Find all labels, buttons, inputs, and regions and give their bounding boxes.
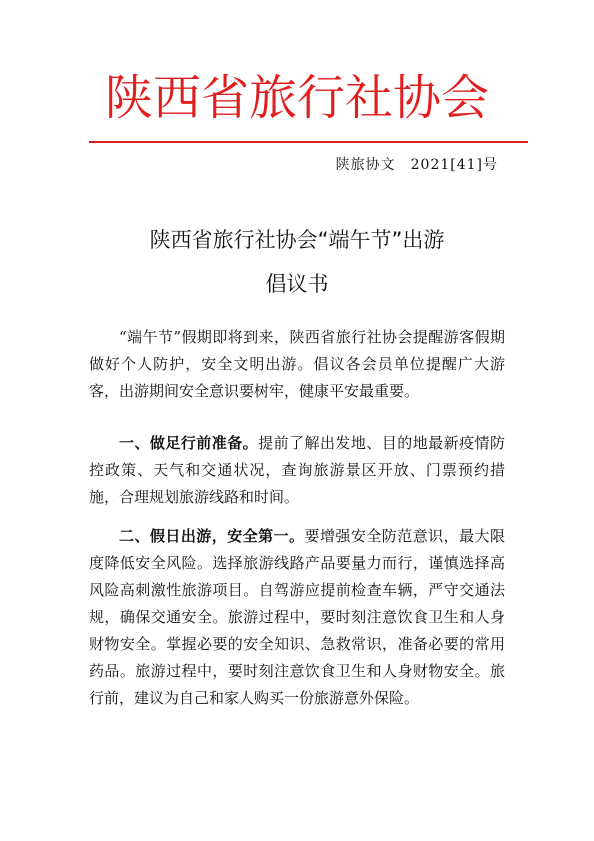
item-1-text: 提前了解出发地、目的地最新疫情防控政策、天气和交通状况，查询旅游景区开放、门票预约措施，合理规划旅游线路和时间。 [89,434,505,506]
document-number: 陕旅协文 2021[41]号 [335,157,498,173]
item-paragraph-1 [89,430,505,511]
header-divider [89,141,528,143]
organization-title: 陕西省旅行社协会 [104,70,489,126]
item-2-text: 要增强安全防范意识，最大限度降低安全风险。选择旅游线路产品要量力而行，谨慎选择高风险高刺激性旅游项目。自驾游应提前检查车辆，严守交通法规，确保交通安全。旅游过程中，要时刻注意饮食卫生和人身财物安全。掌握必要的安全知识、急救常识，准备必要的常用药品。旅游过程中，要时刻注意饮食卫生和人身财物安全。旅行前，建议为自己和家人购买一份旅游意外保险。 [89,527,505,707]
document-title-line-2: 倡议书 [265,272,329,296]
item-1-heading: 一、做足行前准备。 [119,434,259,452]
document-title-line-1: 陕西省旅行社协会“端午节”出游 [149,228,445,252]
item-2-heading: 二、假日出游，安全第一。 [119,527,305,545]
intro-paragraph: “端午节”假期即将到来，陕西省旅行社协会提醒游客假期做好个人防护，安全文明出游。倡议各会员单位提醒广大游客，出游期间安全意识要树牢，健康平安最重要。 [89,328,505,400]
item-paragraph-2 [89,523,505,712]
